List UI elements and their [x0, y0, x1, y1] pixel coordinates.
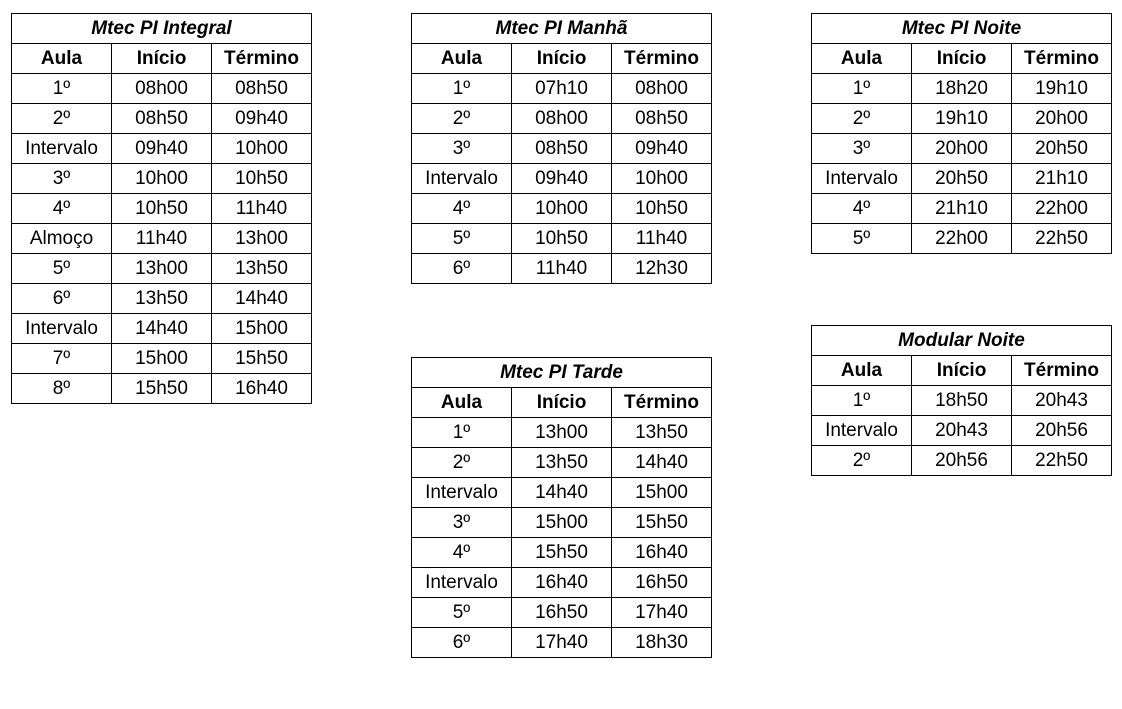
cell-inicio: 20h50 — [912, 164, 1012, 194]
cell-aula: Almoço — [12, 224, 112, 254]
table-row — [812, 194, 1112, 224]
table-row — [412, 448, 712, 478]
cell-inicio: 15h00 — [112, 344, 212, 374]
column-header-termino: Término — [612, 388, 712, 418]
cell-aula: Intervalo — [412, 478, 512, 508]
cell-inicio: 08h50 — [512, 134, 612, 164]
schedule-table-modular-noite — [811, 325, 1112, 476]
cell-aula: 5º — [812, 224, 912, 254]
cell-aula: Intervalo — [12, 134, 112, 164]
table-row — [12, 104, 312, 134]
table-title: Mtec PI Tarde — [412, 358, 712, 388]
cell-inicio: 10h50 — [112, 194, 212, 224]
table-title: Mtec PI Integral — [12, 14, 312, 44]
table-row — [412, 194, 712, 224]
table-row — [412, 628, 712, 658]
cell-termino: 20h50 — [1012, 134, 1112, 164]
column-header-aula: Aula — [812, 356, 912, 386]
cell-inicio: 18h50 — [912, 386, 1012, 416]
schedule-table-tarde — [411, 357, 712, 658]
cell-inicio: 13h00 — [112, 254, 212, 284]
cell-aula: 6º — [412, 628, 512, 658]
table-row — [12, 254, 312, 284]
cell-termino: 09h40 — [612, 134, 712, 164]
cell-termino: 20h43 — [1012, 386, 1112, 416]
cell-aula: 5º — [12, 254, 112, 284]
schedule-table-integral — [11, 13, 312, 404]
cell-inicio: 16h40 — [512, 568, 612, 598]
cell-aula: 3º — [12, 164, 112, 194]
cell-termino: 22h50 — [1012, 224, 1112, 254]
cell-aula: 1º — [412, 418, 512, 448]
column-header-inicio: Início — [512, 388, 612, 418]
cell-termino: 08h50 — [612, 104, 712, 134]
table-row — [812, 134, 1112, 164]
column-header-inicio: Início — [912, 356, 1012, 386]
table-row — [812, 416, 1112, 446]
cell-termino: 08h00 — [612, 74, 712, 104]
cell-aula: 1º — [12, 74, 112, 104]
cell-inicio: 11h40 — [112, 224, 212, 254]
cell-aula: 3º — [412, 508, 512, 538]
table-row — [412, 224, 712, 254]
cell-aula: 2º — [412, 104, 512, 134]
column-header-inicio: Início — [912, 44, 1012, 74]
column-header-aula: Aula — [12, 44, 112, 74]
table-row — [412, 74, 712, 104]
cell-termino: 18h30 — [612, 628, 712, 658]
table-row — [812, 104, 1112, 134]
cell-aula: 2º — [12, 104, 112, 134]
table-row — [412, 598, 712, 628]
cell-aula: Intervalo — [12, 314, 112, 344]
cell-inicio: 18h20 — [912, 74, 1012, 104]
cell-aula: Intervalo — [412, 164, 512, 194]
cell-inicio: 10h50 — [512, 224, 612, 254]
cell-aula: 1º — [412, 74, 512, 104]
cell-inicio: 21h10 — [912, 194, 1012, 224]
cell-inicio: 20h00 — [912, 134, 1012, 164]
cell-aula: 8º — [12, 374, 112, 404]
table-row — [812, 224, 1112, 254]
cell-inicio: 19h10 — [912, 104, 1012, 134]
cell-inicio: 08h50 — [112, 104, 212, 134]
cell-aula: 1º — [812, 386, 912, 416]
table-row — [412, 538, 712, 568]
cell-termino: 22h00 — [1012, 194, 1112, 224]
column-header-termino: Término — [1012, 356, 1112, 386]
cell-aula: 2º — [812, 104, 912, 134]
cell-termino: 20h56 — [1012, 416, 1112, 446]
cell-termino: 16h40 — [212, 374, 312, 404]
cell-termino: 09h40 — [212, 104, 312, 134]
cell-termino: 16h50 — [612, 568, 712, 598]
cell-inicio: 10h00 — [512, 194, 612, 224]
cell-termino: 16h40 — [612, 538, 712, 568]
cell-inicio: 15h00 — [512, 508, 612, 538]
cell-inicio: 22h00 — [912, 224, 1012, 254]
column-header-termino: Término — [212, 44, 312, 74]
cell-termino: 11h40 — [212, 194, 312, 224]
cell-inicio: 20h56 — [912, 446, 1012, 476]
cell-aula: 6º — [412, 254, 512, 284]
table-row — [812, 386, 1112, 416]
cell-aula: 2º — [412, 448, 512, 478]
cell-inicio: 20h43 — [912, 416, 1012, 446]
cell-inicio: 17h40 — [512, 628, 612, 658]
cell-aula: 7º — [12, 344, 112, 374]
table-row — [412, 134, 712, 164]
cell-inicio: 09h40 — [512, 164, 612, 194]
column-header-inicio: Início — [512, 44, 612, 74]
cell-inicio: 08h00 — [112, 74, 212, 104]
table-row — [812, 446, 1112, 476]
column-header-aula: Aula — [412, 388, 512, 418]
cell-inicio: 10h00 — [112, 164, 212, 194]
cell-inicio: 13h50 — [112, 284, 212, 314]
column-header-inicio: Início — [112, 44, 212, 74]
cell-inicio: 11h40 — [512, 254, 612, 284]
table-row — [412, 104, 712, 134]
cell-aula: Intervalo — [812, 164, 912, 194]
table-row — [12, 224, 312, 254]
cell-termino: 10h00 — [212, 134, 312, 164]
cell-inicio: 13h00 — [512, 418, 612, 448]
schedule-table-manha — [411, 13, 712, 284]
cell-aula: 3º — [412, 134, 512, 164]
cell-inicio: 15h50 — [512, 538, 612, 568]
cell-aula: Intervalo — [412, 568, 512, 598]
cell-aula: 5º — [412, 598, 512, 628]
cell-aula: 4º — [412, 194, 512, 224]
cell-inicio: 08h00 — [512, 104, 612, 134]
cell-termino: 12h30 — [612, 254, 712, 284]
cell-aula: 6º — [12, 284, 112, 314]
table-row — [812, 164, 1112, 194]
cell-termino: 10h00 — [612, 164, 712, 194]
cell-inicio: 09h40 — [112, 134, 212, 164]
cell-inicio: 07h10 — [512, 74, 612, 104]
table-row — [412, 568, 712, 598]
cell-termino: 15h50 — [612, 508, 712, 538]
cell-aula: 2º — [812, 446, 912, 476]
cell-inicio: 15h50 — [112, 374, 212, 404]
table-row — [12, 74, 312, 104]
cell-termino: 15h00 — [612, 478, 712, 508]
table-row — [412, 418, 712, 448]
cell-inicio: 13h50 — [512, 448, 612, 478]
table-row — [12, 164, 312, 194]
cell-termino: 15h00 — [212, 314, 312, 344]
table-row — [12, 374, 312, 404]
cell-termino: 13h50 — [612, 418, 712, 448]
cell-termino: 10h50 — [212, 164, 312, 194]
column-header-termino: Término — [1012, 44, 1112, 74]
table-title: Modular Noite — [812, 326, 1112, 356]
column-header-termino: Término — [612, 44, 712, 74]
cell-aula: 1º — [812, 74, 912, 104]
cell-termino: 19h10 — [1012, 74, 1112, 104]
cell-aula: Intervalo — [812, 416, 912, 446]
table-row — [412, 254, 712, 284]
table-row — [12, 194, 312, 224]
cell-termino: 08h50 — [212, 74, 312, 104]
cell-aula: 5º — [412, 224, 512, 254]
table-row — [12, 284, 312, 314]
cell-termino: 20h00 — [1012, 104, 1112, 134]
cell-termino: 14h40 — [212, 284, 312, 314]
cell-aula: 4º — [812, 194, 912, 224]
table-row — [812, 74, 1112, 104]
cell-termino: 22h50 — [1012, 446, 1112, 476]
table-title: Mtec PI Noite — [812, 14, 1112, 44]
table-row — [412, 508, 712, 538]
cell-termino: 15h50 — [212, 344, 312, 374]
cell-termino: 11h40 — [612, 224, 712, 254]
column-header-aula: Aula — [812, 44, 912, 74]
table-row — [412, 164, 712, 194]
schedule-table-noite — [811, 13, 1112, 254]
cell-aula: 3º — [812, 134, 912, 164]
cell-termino: 14h40 — [612, 448, 712, 478]
cell-termino: 17h40 — [612, 598, 712, 628]
cell-aula: 4º — [412, 538, 512, 568]
table-row — [412, 478, 712, 508]
column-header-aula: Aula — [412, 44, 512, 74]
table-row — [12, 134, 312, 164]
table-title: Mtec PI Manhã — [412, 14, 712, 44]
cell-termino: 13h00 — [212, 224, 312, 254]
cell-inicio: 14h40 — [512, 478, 612, 508]
cell-inicio: 16h50 — [512, 598, 612, 628]
table-row — [12, 344, 312, 374]
cell-termino: 10h50 — [612, 194, 712, 224]
cell-aula: 4º — [12, 194, 112, 224]
cell-inicio: 14h40 — [112, 314, 212, 344]
table-row — [12, 314, 312, 344]
cell-termino: 21h10 — [1012, 164, 1112, 194]
cell-termino: 13h50 — [212, 254, 312, 284]
